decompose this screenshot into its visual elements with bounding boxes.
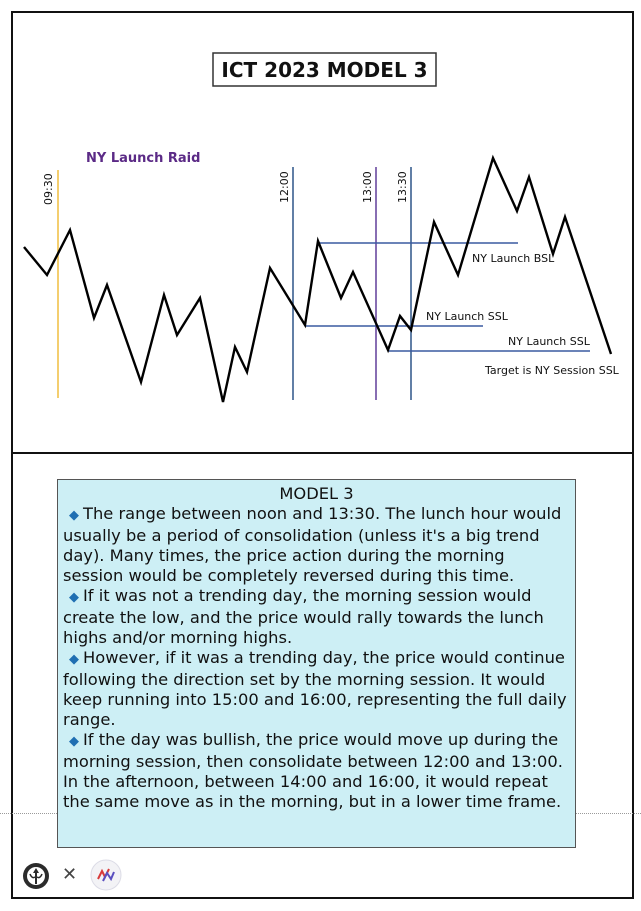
model-paragraph-2: [63, 586, 570, 648]
model-heading: MODEL 3: [279, 484, 354, 503]
model-paragraph-3: [63, 648, 570, 730]
separator-x-icon: ✕: [62, 864, 78, 885]
logo-right-icon: [90, 859, 122, 891]
diamond-bullet-icon: ◆: [69, 652, 79, 667]
model-paragraph-1-text: The range between noon and 13:30. The lunch hour would usually be a period of consolidation (unless it's a big trend day). Many times, the price action during the morning session would be completely reversed during this time.: [63, 504, 562, 585]
logo-left-icon: [22, 862, 50, 890]
footer-logos: [22, 858, 142, 894]
diamond-bullet-icon: ◆: [69, 734, 79, 749]
time-label-1200: 12:00: [278, 171, 291, 203]
diamond-bullet-icon: ◆: [69, 508, 79, 523]
diagram-title: ICT 2023 MODEL 3: [221, 58, 428, 82]
model-description-box: [57, 479, 576, 848]
model-paragraph-3-text: However, if it was a trending day, the price would continue following the direction set by the morning session. It would keep running into 15:00 and 16:00, representing the full daily range.: [63, 648, 567, 729]
level-label-ssl-2: NY Launch SSL: [508, 335, 590, 348]
diamond-bullet-icon: ◆: [69, 590, 79, 605]
level-label-target: Target is NY Session SSL: [485, 364, 619, 377]
model-paragraph-4: [63, 730, 570, 812]
model-paragraph-2-text: If it was not a trending day, the morning session would create the low, and the price would rally towards the lunch highs and/or morning highs.: [63, 586, 544, 647]
time-label-1300: 13:00: [361, 171, 374, 203]
level-label-bsl: NY Launch BSL: [472, 252, 555, 265]
level-label-ssl-1: NY Launch SSL: [426, 310, 508, 323]
time-label-1330: 13:30: [396, 171, 409, 203]
model-paragraph-4-text: If the day was bullish, the price would move up during the morning session, then consolidate between 12:00 and 13:00. In the afternoon, between 14:00 and 16:00, it would repeat the same move as in the morning, but in a lower time frame.: [63, 730, 563, 811]
price-diagram: [0, 0, 641, 455]
model-paragraph-1: [63, 504, 570, 586]
raid-label: NY Launch Raid: [86, 151, 201, 166]
time-label-0930: 09:30: [42, 173, 55, 205]
